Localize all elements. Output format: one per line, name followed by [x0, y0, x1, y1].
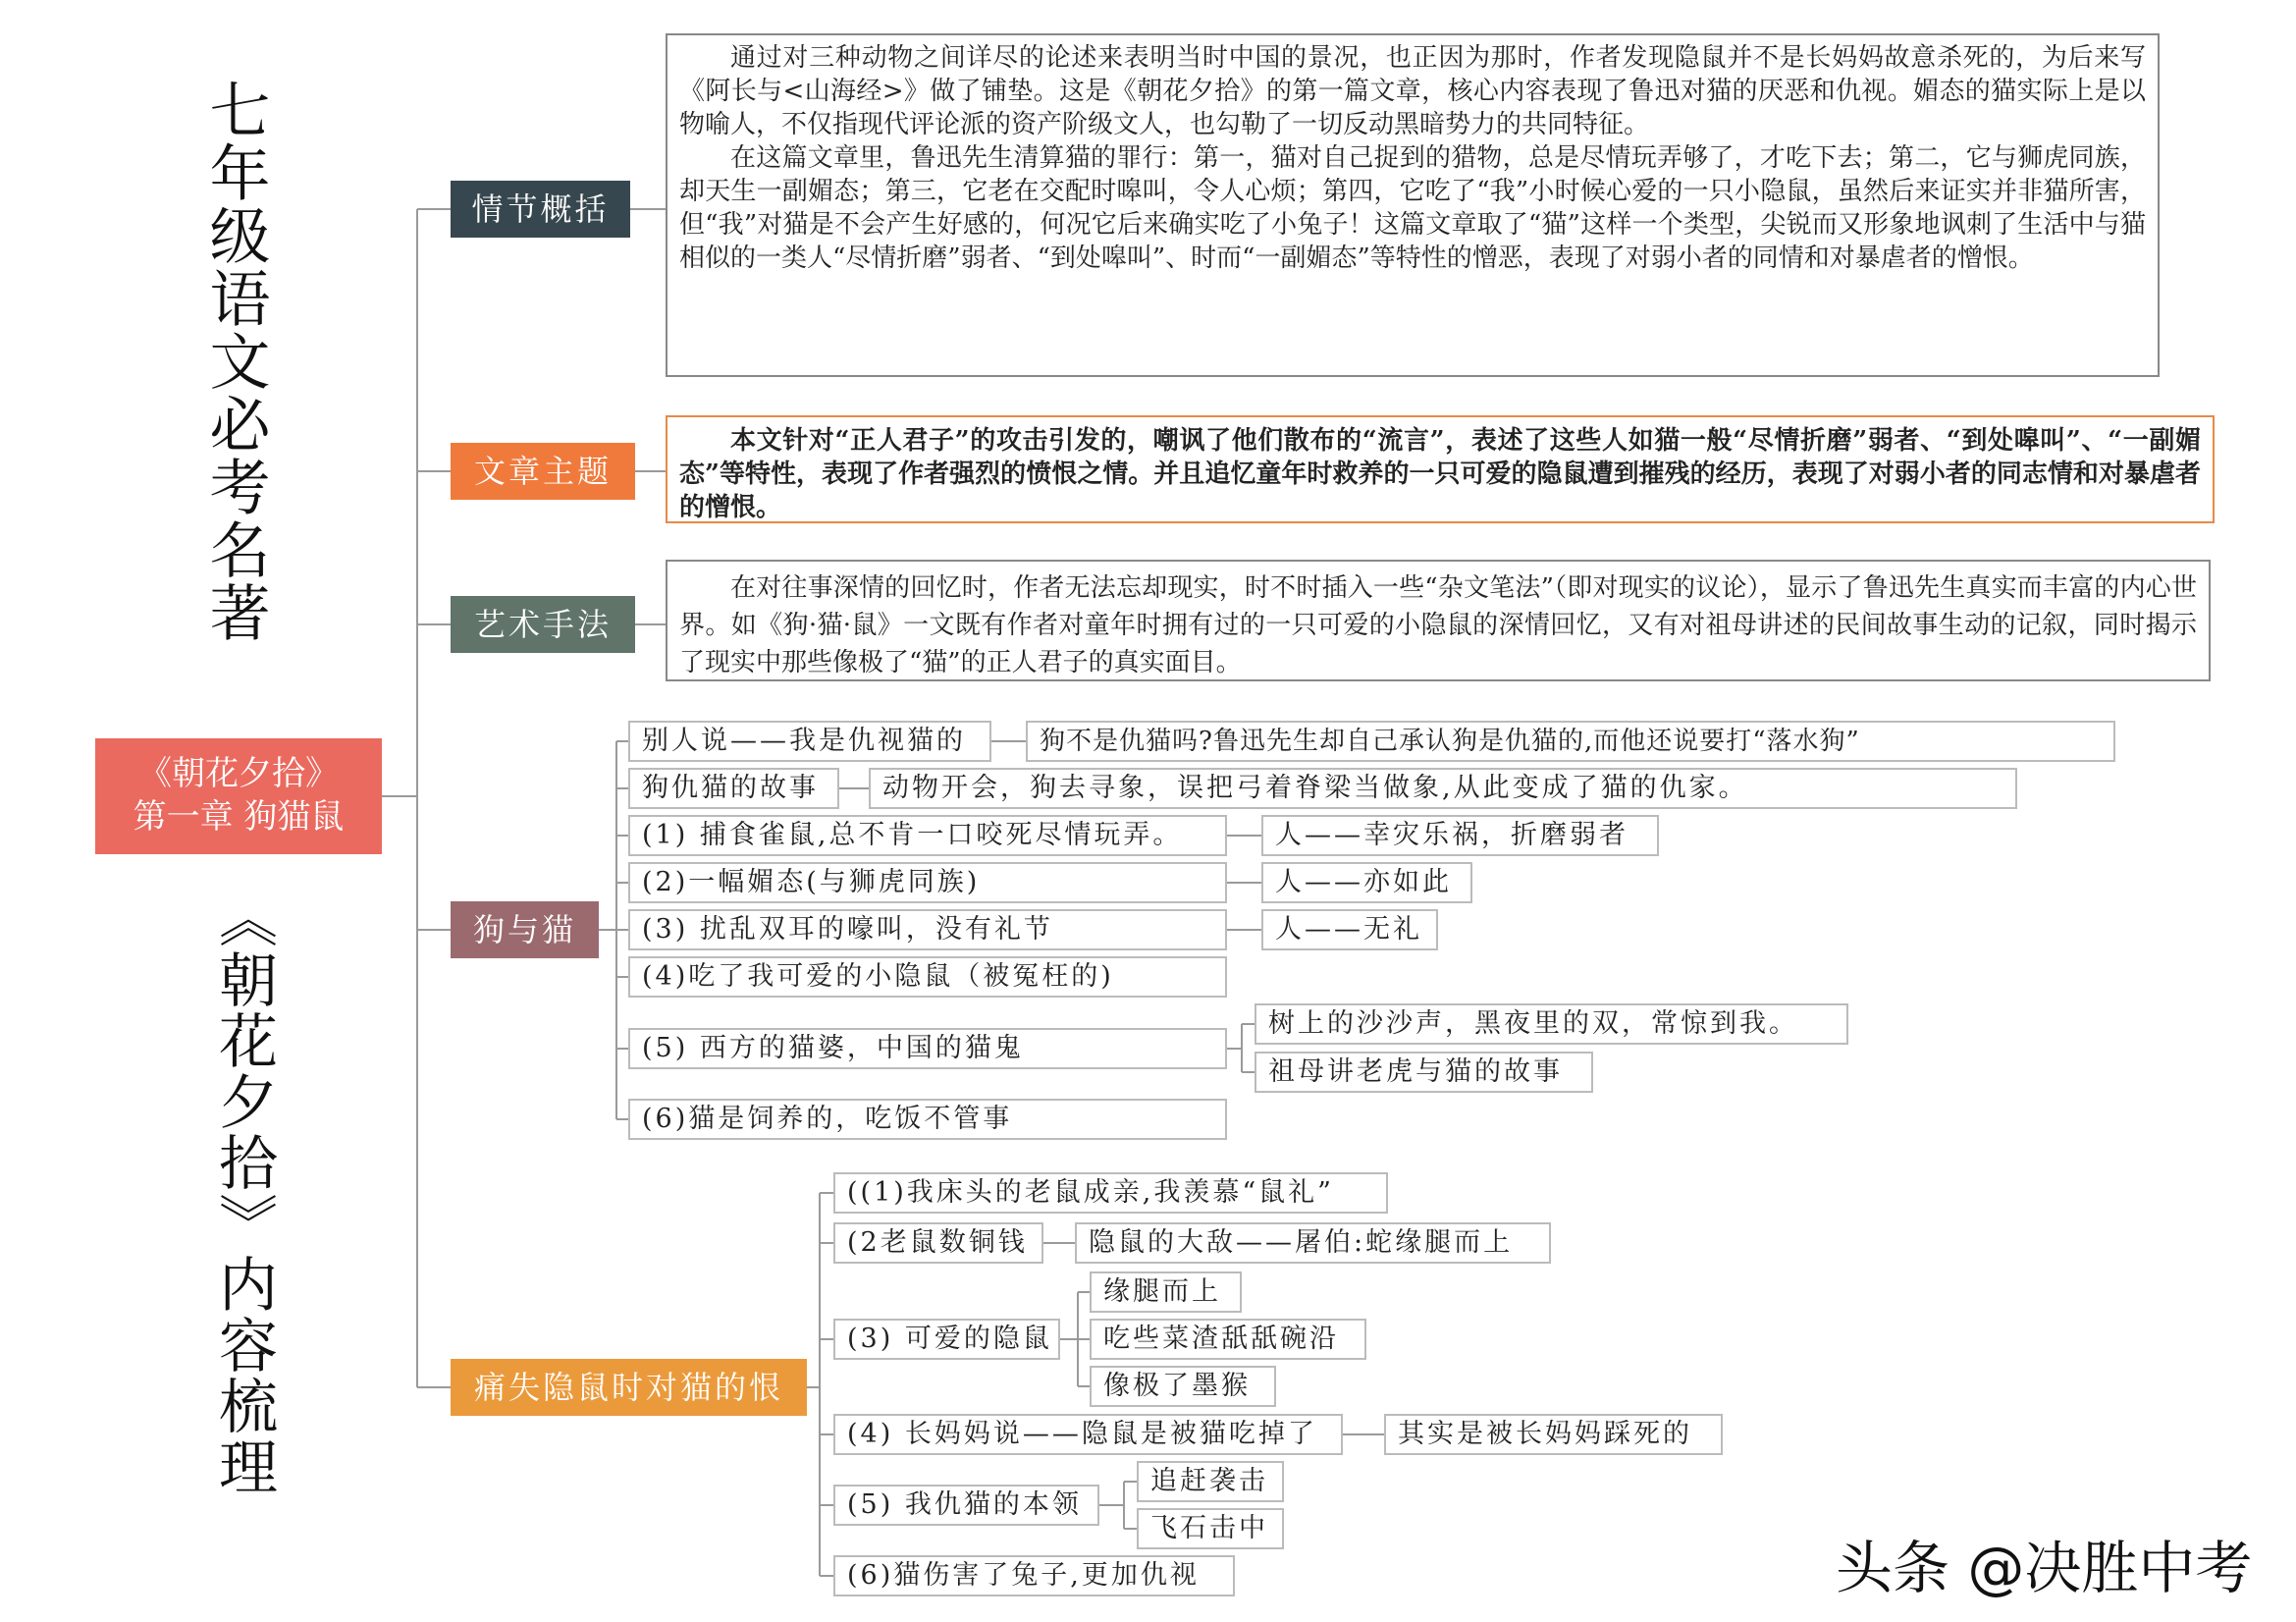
mouse-item: 其实是被长妈妈踩死的 [1384, 1414, 1723, 1455]
dogcat-item: 别人说——我是仇视猫的 [628, 721, 991, 762]
dogcat-item: (5) 西方的猫婆，中国的猫鬼 [628, 1028, 1227, 1069]
branch-theme: 文章主题 [451, 443, 635, 500]
vertical-title-bottom: 《朝花夕拾》内容梳理 [209, 889, 278, 1497]
dogcat-item: (1) 捕食雀鼠,总不肯一口咬死尽情玩弄。 [628, 815, 1227, 856]
plot-paragraph-2: 在这篇文章里，鲁迅先生清算猫的罪行：第一，猫对自己捉到的猎物，总是尽情玩弄够了，才吃下去；第二，它与狮虎同族，却天生一副媚态；第三，它老在交配时嗥叫，令人心烦；第四，它吃了“我”小时候心爱的一只小隐鼠，虽然后来证实并非猫所害，但“我”对猫是不会产生好感的，何况它后来确实吃了小兔子！这篇文章取了“猫”这样一个类型，尖锐而又形象地讽刺了生活中与猫相似的一类人“尽情折磨”弱者、“到处嗥叫”、时而“一副媚态”等特性的憎恶，表现了对弱小者的同情和对暴虐者的憎恨。 [679, 143, 2146, 273]
mouse-item: (4) 长妈妈说——隐鼠是被猫吃掉了 [833, 1414, 1343, 1455]
mouse-item: 缘腿而上 [1090, 1271, 1242, 1313]
root-line-2: 第一章 狗猫鼠 [133, 797, 345, 837]
dogcat-item: 狗仇猫的故事 [628, 768, 839, 809]
dogcat-item: 狗不是仇猫吗?鲁迅先生却自己承认狗是仇猫的,而他还说要打“落水狗” [1026, 721, 2115, 762]
root-line-1: 《朝花夕拾》 [138, 754, 339, 793]
plot-paragraph-1: 通过对三种动物之间详尽的论述来表明当时中国的景况，也正因为那时，作者发现隐鼠并不是长妈妈故意杀死的，为后来写《阿长与<山海经>》做了铺垫。这是《朝花夕拾》的第一篇文章，核心内容表现了鲁迅对猫的厌恶和仇视。媚态的猫实际上是以物喻人，不仅指现代评论派的资产阶级文人，也勾勒了一切反动黑暗势力的共同特征。 [679, 43, 2146, 139]
root-node [95, 738, 382, 854]
mouse-item: (3) 可爱的隐鼠 [833, 1319, 1060, 1360]
branch-plot: 情节概括 [451, 181, 630, 238]
plot-summary-box [666, 33, 2160, 377]
mouse-item: (5) 我仇猫的本领 [833, 1485, 1099, 1526]
branch-mouse: 痛失隐鼠时对猫的恨 [451, 1359, 807, 1416]
branch-dogcat: 狗与猫 [451, 901, 599, 958]
dogcat-item: 人——无礼 [1261, 909, 1438, 950]
dogcat-item: (6)猫是饲养的，吃饭不管事 [628, 1099, 1227, 1140]
dogcat-item: 人——幸灾乐祸，折磨弱者 [1261, 815, 1659, 856]
mouse-item: 飞石击中 [1137, 1508, 1284, 1549]
watermark: 头条 @决胜中考 [1836, 1535, 2253, 1601]
mouse-item: (6)猫伤害了兔子,更加仇视 [833, 1555, 1235, 1596]
dogcat-item: 祖母讲老虎与猫的故事 [1255, 1052, 1593, 1093]
dogcat-item: 人——亦如此 [1261, 862, 1472, 903]
mouse-item: 追赶袭击 [1137, 1461, 1284, 1502]
branch-art: 艺术手法 [451, 596, 635, 653]
theme-box: 本文针对“正人君子”的攻击引发的，嘲讽了他们散布的“流言”，表述了这些人如猫一般“尽情折磨”弱者、“到处嗥叫”、“一副媚态”等特性，表现了作者强烈的愤恨之情。并且追忆童年时救养的一只可爱的隐鼠遭到摧残的经历，表现了对弱小者的同志情和对暴虐者的憎恨。 [666, 415, 2215, 523]
vertical-title-top: 七年级语文必考名著 [199, 79, 271, 644]
art-box: 在对往事深情的回忆时，作者无法忘却现实，时不时插入一些“杂文笔法”（即对现实的议论），显示了鲁迅先生真实而丰富的内心世界。如《狗·猫·鼠》一文既有作者对童年时拥有过的一只可爱的小隐鼠的深情回忆，又有对祖母讲述的民间故事生动的记叙，同时揭示了现实中那些像极了“猫”的正人君子的真实面目。 [666, 560, 2211, 681]
mouse-item: 吃些菜渣舐舐碗沿 [1090, 1319, 1366, 1360]
mouse-item: (2老鼠数铜钱 [833, 1222, 1043, 1264]
dogcat-item: (4)吃了我可爱的小隐鼠（被冤枉的) [628, 956, 1227, 998]
mouse-item: ((1)我床头的老鼠成亲,我羡慕“鼠礼” [833, 1172, 1388, 1214]
mouse-item: 像极了墨猴 [1090, 1366, 1276, 1407]
dogcat-item: (3) 扰乱双耳的嚎叫，没有礼节 [628, 909, 1227, 950]
mouse-item: 隐鼠的大敌——屠伯:蛇缘腿而上 [1075, 1222, 1551, 1264]
dogcat-item: 动物开会，狗去寻象，误把弓着脊梁当做象,从此变成了猫的仇家。 [869, 768, 2017, 809]
dogcat-item: (2)一幅媚态(与狮虎同族) [628, 862, 1227, 903]
dogcat-item: 树上的沙沙声，黑夜里的双，常惊到我。 [1255, 1003, 1848, 1045]
